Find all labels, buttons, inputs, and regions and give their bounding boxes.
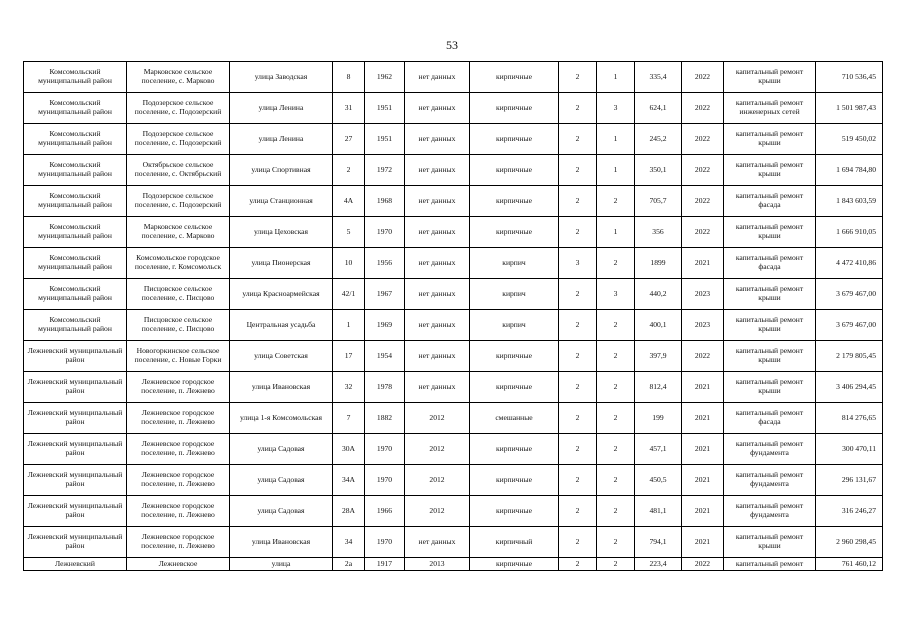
work-type-cell: капитальный ремонт крыши xyxy=(724,310,816,341)
cost-cell: 4 472 410,86 xyxy=(816,248,883,279)
street-cell: улица Садовая xyxy=(230,465,333,496)
street-cell: улица Пионерская xyxy=(230,248,333,279)
table-row xyxy=(24,186,883,217)
entrances-cell: 2 xyxy=(597,434,635,465)
district-cell: Лежневский муниципальный район xyxy=(24,403,127,434)
house-number-cell: 4А xyxy=(333,186,365,217)
entrances-cell: 1 xyxy=(597,62,635,93)
wall-material-cell: кирпичные xyxy=(470,434,559,465)
area-cell: 457,1 xyxy=(635,434,682,465)
year-built-cell: 1954 xyxy=(365,341,405,372)
year-last-repair-cell: нет данных xyxy=(405,217,470,248)
planned-year-cell: 2022 xyxy=(682,558,724,571)
floors-cell: 2 xyxy=(559,217,597,248)
planned-year-cell: 2021 xyxy=(682,527,724,558)
work-type-cell: капитальный ремонт крыши xyxy=(724,527,816,558)
year-last-repair-cell: нет данных xyxy=(405,124,470,155)
floors-cell: 2 xyxy=(559,124,597,155)
floors-cell: 2 xyxy=(559,558,597,571)
settlement-cell: Лежневское xyxy=(127,558,230,571)
planned-year-cell: 2022 xyxy=(682,124,724,155)
area-cell: 450,5 xyxy=(635,465,682,496)
work-type-cell: капитальный ремонт фасада xyxy=(724,248,816,279)
house-number-cell: 34 xyxy=(333,527,365,558)
table-row xyxy=(24,527,883,558)
entrances-cell: 3 xyxy=(597,279,635,310)
work-type-cell: капитальный ремонт крыши xyxy=(724,279,816,310)
area-cell: 245,2 xyxy=(635,124,682,155)
house-number-cell: 7 xyxy=(333,403,365,434)
area-cell: 812,4 xyxy=(635,372,682,403)
work-type-cell: капитальный ремонт крыши xyxy=(724,124,816,155)
work-type-cell: капитальный ремонт инженерных сетей xyxy=(724,93,816,124)
year-built-cell: 1968 xyxy=(365,186,405,217)
house-number-cell: 34А xyxy=(333,465,365,496)
house-number-cell: 1 xyxy=(333,310,365,341)
cost-cell: 761 460,12 xyxy=(816,558,883,571)
area-cell: 335,4 xyxy=(635,62,682,93)
table-row xyxy=(24,496,883,527)
district-cell: Лежневский муниципальный район xyxy=(24,341,127,372)
area-cell: 356 xyxy=(635,217,682,248)
planned-year-cell: 2021 xyxy=(682,434,724,465)
year-built-cell: 1951 xyxy=(365,93,405,124)
year-last-repair-cell: нет данных xyxy=(405,527,470,558)
table-row xyxy=(24,248,883,279)
district-cell: Комсомольский муниципальный район xyxy=(24,279,127,310)
settlement-cell: Лежневское городское поселение, п. Лежнево xyxy=(127,403,230,434)
district-cell: Лежневский муниципальный район xyxy=(24,496,127,527)
work-type-cell: капитальный ремонт крыши xyxy=(724,155,816,186)
area-cell: 397,9 xyxy=(635,341,682,372)
planned-year-cell: 2023 xyxy=(682,310,724,341)
area-cell: 223,4 xyxy=(635,558,682,571)
house-number-cell: 5 xyxy=(333,217,365,248)
floors-cell: 2 xyxy=(559,496,597,527)
planned-year-cell: 2022 xyxy=(682,186,724,217)
entrances-cell: 1 xyxy=(597,217,635,248)
cost-cell: 316 246,27 xyxy=(816,496,883,527)
house-number-cell: 32 xyxy=(333,372,365,403)
year-last-repair-cell: нет данных xyxy=(405,62,470,93)
planned-year-cell: 2022 xyxy=(682,341,724,372)
floors-cell: 2 xyxy=(559,155,597,186)
street-cell: улица Ивановская xyxy=(230,372,333,403)
work-type-cell: капитальный ремонт фасада xyxy=(724,403,816,434)
year-last-repair-cell: нет данных xyxy=(405,279,470,310)
house-number-cell: 30А xyxy=(333,434,365,465)
wall-material-cell: кирпичные xyxy=(470,93,559,124)
planned-year-cell: 2022 xyxy=(682,155,724,186)
work-type-cell: капитальный ремонт фасада xyxy=(724,186,816,217)
settlement-cell: Марковское сельское поселение, с. Марково xyxy=(127,62,230,93)
area-cell: 1899 xyxy=(635,248,682,279)
cost-cell: 3 406 294,45 xyxy=(816,372,883,403)
settlement-cell: Писцовское сельское поселение, с. Писцово xyxy=(127,310,230,341)
year-last-repair-cell: нет данных xyxy=(405,341,470,372)
house-number-cell: 2 xyxy=(333,155,365,186)
cost-cell: 519 450,02 xyxy=(816,124,883,155)
house-number-cell: 10 xyxy=(333,248,365,279)
entrances-cell: 2 xyxy=(597,310,635,341)
wall-material-cell: смешанные xyxy=(470,403,559,434)
area-cell: 350,1 xyxy=(635,155,682,186)
planned-year-cell: 2022 xyxy=(682,217,724,248)
district-cell: Лежневский xyxy=(24,558,127,571)
house-number-cell: 28А xyxy=(333,496,365,527)
table-row xyxy=(24,62,883,93)
entrances-cell: 2 xyxy=(597,341,635,372)
year-last-repair-cell: нет данных xyxy=(405,93,470,124)
floors-cell: 2 xyxy=(559,62,597,93)
entrances-cell: 1 xyxy=(597,124,635,155)
wall-material-cell: кирпичные xyxy=(470,341,559,372)
planned-year-cell: 2021 xyxy=(682,403,724,434)
table-row xyxy=(24,124,883,155)
district-cell: Комсомольский муниципальный район xyxy=(24,186,127,217)
house-number-cell: 2а xyxy=(333,558,365,571)
street-cell: улица Ленина xyxy=(230,124,333,155)
wall-material-cell: кирпичные xyxy=(470,465,559,496)
wall-material-cell: кирпичные xyxy=(470,217,559,248)
cost-cell: 3 679 467,00 xyxy=(816,310,883,341)
cost-cell: 1 694 784,80 xyxy=(816,155,883,186)
planned-year-cell: 2021 xyxy=(682,372,724,403)
street-cell: улица Красноармейская xyxy=(230,279,333,310)
year-built-cell: 1966 xyxy=(365,496,405,527)
floors-cell: 2 xyxy=(559,434,597,465)
work-type-cell: капитальный ремонт крыши xyxy=(724,372,816,403)
district-cell: Лежневский муниципальный район xyxy=(24,527,127,558)
wall-material-cell: кирпич xyxy=(470,279,559,310)
area-cell: 481,1 xyxy=(635,496,682,527)
wall-material-cell: кирпичные xyxy=(470,62,559,93)
street-cell: улица Ленина xyxy=(230,93,333,124)
floors-cell: 3 xyxy=(559,248,597,279)
table-row xyxy=(24,310,883,341)
table-row xyxy=(24,403,883,434)
area-cell: 705,7 xyxy=(635,186,682,217)
year-last-repair-cell: 2012 xyxy=(405,465,470,496)
wall-material-cell: кирпичные xyxy=(470,372,559,403)
floors-cell: 2 xyxy=(559,341,597,372)
settlement-cell: Лежневское городское поселение, п. Лежнево xyxy=(127,465,230,496)
year-last-repair-cell: нет данных xyxy=(405,186,470,217)
table-row xyxy=(24,434,883,465)
year-last-repair-cell: нет данных xyxy=(405,372,470,403)
cost-cell: 710 536,45 xyxy=(816,62,883,93)
cost-cell: 1 666 910,05 xyxy=(816,217,883,248)
wall-material-cell: кирпичные xyxy=(470,186,559,217)
settlement-cell: Лежневское городское поселение, п. Лежнево xyxy=(127,527,230,558)
street-cell: улица xyxy=(230,558,333,571)
year-built-cell: 1970 xyxy=(365,465,405,496)
settlement-cell: Новогоркинское сельское поселение, с. Новые Горки xyxy=(127,341,230,372)
wall-material-cell: кирпичные xyxy=(470,124,559,155)
cost-cell: 814 276,65 xyxy=(816,403,883,434)
year-last-repair-cell: нет данных xyxy=(405,155,470,186)
year-built-cell: 1967 xyxy=(365,279,405,310)
year-built-cell: 1956 xyxy=(365,248,405,279)
district-cell: Комсомольский муниципальный район xyxy=(24,310,127,341)
year-built-cell: 1917 xyxy=(365,558,405,571)
wall-material-cell: кирпичный xyxy=(470,527,559,558)
floors-cell: 2 xyxy=(559,93,597,124)
area-cell: 199 xyxy=(635,403,682,434)
settlement-cell: Лежневское городское поселение, п. Лежнево xyxy=(127,434,230,465)
street-cell: Центральная усадьба xyxy=(230,310,333,341)
house-number-cell: 8 xyxy=(333,62,365,93)
street-cell: улица Ивановская xyxy=(230,527,333,558)
year-built-cell: 1970 xyxy=(365,527,405,558)
cost-cell: 296 131,67 xyxy=(816,465,883,496)
table-row xyxy=(24,155,883,186)
street-cell: улица Цеховская xyxy=(230,217,333,248)
house-number-cell: 17 xyxy=(333,341,365,372)
floors-cell: 2 xyxy=(559,186,597,217)
district-cell: Лежневский муниципальный район xyxy=(24,372,127,403)
settlement-cell: Комсомольское городское поселение, г. Комсомольск xyxy=(127,248,230,279)
repair-program-table xyxy=(23,61,883,571)
year-built-cell: 1882 xyxy=(365,403,405,434)
wall-material-cell: кирпич xyxy=(470,310,559,341)
planned-year-cell: 2022 xyxy=(682,93,724,124)
wall-material-cell: кирпич xyxy=(470,248,559,279)
table-row xyxy=(24,465,883,496)
house-number-cell: 42/1 xyxy=(333,279,365,310)
work-type-cell: капитальный ремонт крыши xyxy=(724,217,816,248)
entrances-cell: 2 xyxy=(597,372,635,403)
work-type-cell: капитальный ремонт фундамента xyxy=(724,434,816,465)
table-row xyxy=(24,217,883,248)
house-number-cell: 27 xyxy=(333,124,365,155)
table-row xyxy=(24,372,883,403)
entrances-cell: 3 xyxy=(597,93,635,124)
street-cell: улица Садовая xyxy=(230,496,333,527)
work-type-cell: капитальный ремонт xyxy=(724,558,816,571)
year-last-repair-cell: 2013 xyxy=(405,558,470,571)
entrances-cell: 1 xyxy=(597,155,635,186)
year-last-repair-cell: нет данных xyxy=(405,310,470,341)
year-built-cell: 1978 xyxy=(365,372,405,403)
work-type-cell: капитальный ремонт фундамента xyxy=(724,465,816,496)
year-built-cell: 1970 xyxy=(365,434,405,465)
district-cell: Комсомольский муниципальный район xyxy=(24,93,127,124)
entrances-cell: 2 xyxy=(597,558,635,571)
street-cell: улица Советская xyxy=(230,341,333,372)
entrances-cell: 2 xyxy=(597,465,635,496)
district-cell: Комсомольский муниципальный район xyxy=(24,217,127,248)
cost-cell: 1 843 603,59 xyxy=(816,186,883,217)
year-built-cell: 1962 xyxy=(365,62,405,93)
year-built-cell: 1972 xyxy=(365,155,405,186)
year-built-cell: 1951 xyxy=(365,124,405,155)
street-cell: улица Спортивная xyxy=(230,155,333,186)
planned-year-cell: 2021 xyxy=(682,465,724,496)
settlement-cell: Подозерское сельское поселение, с. Подозерский xyxy=(127,93,230,124)
table-row xyxy=(24,341,883,372)
floors-cell: 2 xyxy=(559,372,597,403)
street-cell: улица Заводская xyxy=(230,62,333,93)
floors-cell: 2 xyxy=(559,527,597,558)
street-cell: улица Станционная xyxy=(230,186,333,217)
entrances-cell: 2 xyxy=(597,496,635,527)
district-cell: Лежневский муниципальный район xyxy=(24,465,127,496)
settlement-cell: Подозерское сельское поселение, с. Подозерский xyxy=(127,124,230,155)
table-row xyxy=(24,93,883,124)
street-cell: улица Садовая xyxy=(230,434,333,465)
floors-cell: 2 xyxy=(559,465,597,496)
area-cell: 794,1 xyxy=(635,527,682,558)
area-cell: 400,1 xyxy=(635,310,682,341)
year-built-cell: 1969 xyxy=(365,310,405,341)
year-last-repair-cell: 2012 xyxy=(405,496,470,527)
settlement-cell: Лежневское городское поселение, п. Лежнево xyxy=(127,496,230,527)
cost-cell: 2 960 298,45 xyxy=(816,527,883,558)
wall-material-cell: кирпичные xyxy=(470,558,559,571)
work-type-cell: капитальный ремонт крыши xyxy=(724,341,816,372)
settlement-cell: Подозерское сельское поселение, с. Подозерский xyxy=(127,186,230,217)
work-type-cell: капитальный ремонт крыши xyxy=(724,62,816,93)
area-cell: 624,1 xyxy=(635,93,682,124)
entrances-cell: 2 xyxy=(597,403,635,434)
settlement-cell: Октябрьское сельское поселение, с. Октябрьский xyxy=(127,155,230,186)
house-number-cell: 31 xyxy=(333,93,365,124)
floors-cell: 2 xyxy=(559,279,597,310)
planned-year-cell: 2023 xyxy=(682,279,724,310)
entrances-cell: 2 xyxy=(597,186,635,217)
cost-cell: 3 679 467,00 xyxy=(816,279,883,310)
year-last-repair-cell: 2012 xyxy=(405,434,470,465)
table-row xyxy=(24,279,883,310)
wall-material-cell: кирпичные xyxy=(470,155,559,186)
district-cell: Комсомольский муниципальный район xyxy=(24,62,127,93)
year-last-repair-cell: 2012 xyxy=(405,403,470,434)
entrances-cell: 2 xyxy=(597,248,635,279)
street-cell: улица 1-я Комсомольская xyxy=(230,403,333,434)
floors-cell: 2 xyxy=(559,310,597,341)
district-cell: Комсомольский муниципальный район xyxy=(24,124,127,155)
wall-material-cell: кирпичные xyxy=(470,496,559,527)
settlement-cell: Писцовское сельское поселение, с. Писцово xyxy=(127,279,230,310)
area-cell: 440,2 xyxy=(635,279,682,310)
year-last-repair-cell: нет данных xyxy=(405,248,470,279)
cost-cell: 300 470,11 xyxy=(816,434,883,465)
entrances-cell: 2 xyxy=(597,527,635,558)
floors-cell: 2 xyxy=(559,403,597,434)
planned-year-cell: 2022 xyxy=(682,62,724,93)
cost-cell: 2 179 805,45 xyxy=(816,341,883,372)
table-row xyxy=(24,558,883,571)
district-cell: Комсомольский муниципальный район xyxy=(24,155,127,186)
planned-year-cell: 2021 xyxy=(682,496,724,527)
year-built-cell: 1970 xyxy=(365,217,405,248)
page-number: 53 xyxy=(446,38,458,52)
planned-year-cell: 2021 xyxy=(682,248,724,279)
district-cell: Комсомольский муниципальный район xyxy=(24,248,127,279)
settlement-cell: Лежневское городское поселение, п. Лежнево xyxy=(127,372,230,403)
cost-cell: 1 501 987,43 xyxy=(816,93,883,124)
settlement-cell: Марковское сельское поселение, с. Марково xyxy=(127,217,230,248)
work-type-cell: капитальный ремонт фундамента xyxy=(724,496,816,527)
district-cell: Лежневский муниципальный район xyxy=(24,434,127,465)
